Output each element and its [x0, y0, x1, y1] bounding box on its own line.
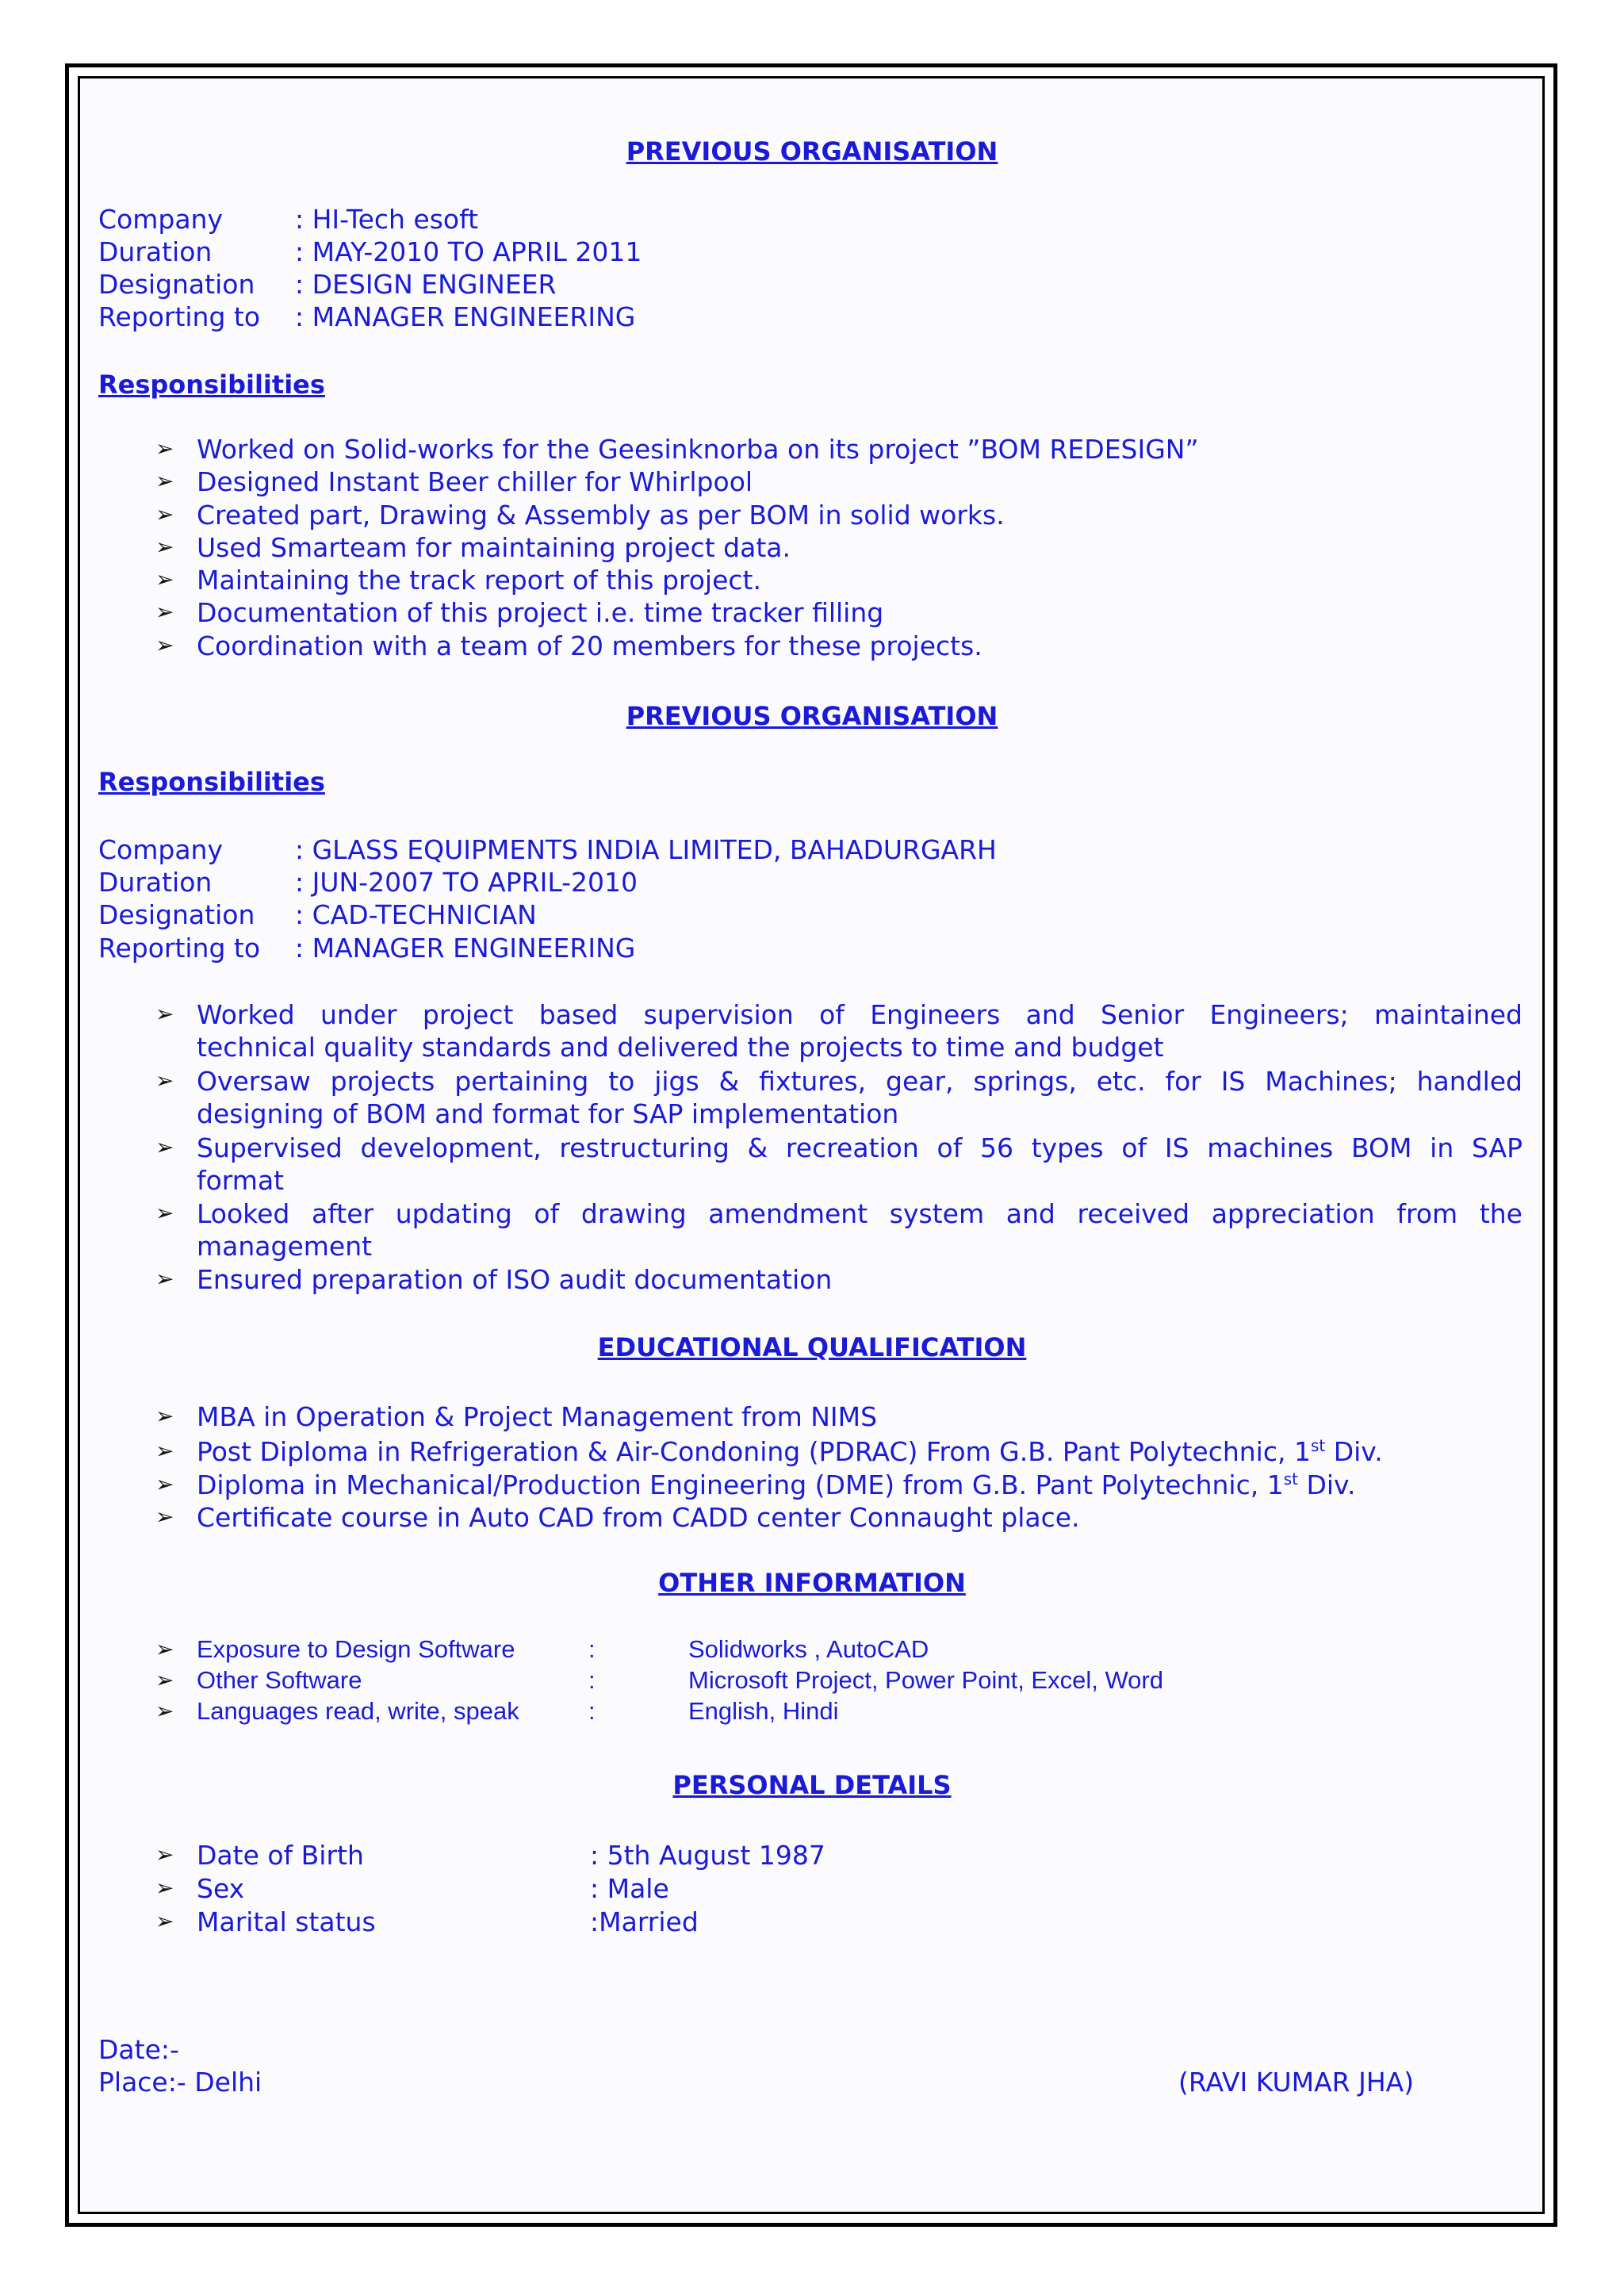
bullet-arrow-icon: ➢ [155, 632, 174, 658]
bullet-arrow-icon: ➢ [155, 1875, 174, 1901]
bullet-arrow-icon: ➢ [155, 1471, 174, 1497]
other-info-label: Exposure to Design Software [197, 1635, 515, 1663]
reporting-label: Reporting to [98, 301, 261, 332]
other-info-value: English, Hindi [688, 1697, 839, 1725]
other-info-value: Microsoft Project, Power Point, Excel, Word [688, 1666, 1163, 1694]
personal-label: Date of Birth [197, 1840, 364, 1871]
bullet-arrow-icon: ➢ [155, 501, 174, 527]
bullet-arrow-icon: ➢ [155, 534, 174, 560]
personal-value: : 5th August 1987 [590, 1840, 825, 1871]
other-info-label: Other Software [197, 1666, 362, 1694]
bullet-arrow-icon: ➢ [155, 435, 174, 462]
educational-qualification-heading: EDUCATIONAL QUALIFICATION [597, 1332, 1027, 1362]
reporting-label: Reporting to [98, 933, 261, 964]
bullet-arrow-icon: ➢ [155, 1908, 174, 1934]
responsibility-item: Maintaining the track report of this project. [197, 565, 761, 596]
bullet-arrow-icon: ➢ [155, 1001, 174, 1027]
responsibilities-heading: Responsibilities [98, 370, 325, 400]
bullet-arrow-icon: ➢ [155, 599, 174, 625]
personal-value: : Male [590, 1873, 669, 1904]
other-info-value: Solidworks , AutoCAD [688, 1635, 929, 1663]
duration-value: : JUN-2007 TO APRIL-2010 [295, 867, 638, 898]
duration-label: Duration [98, 236, 213, 267]
company-value: : HI-Tech esoft [295, 204, 479, 235]
designation-label: Designation [98, 269, 255, 300]
reporting-value: : MANAGER ENGINEERING [295, 301, 636, 332]
education-item: MBA in Operation & Project Management from NIMS [197, 1401, 878, 1432]
designation-value: : DESIGN ENGINEER [295, 269, 557, 300]
responsibility-item: Looked after updating of drawing amendment system and received appreciation from the [197, 1198, 1522, 1229]
responsibility-item-continuation: designing of BOM and format for SAP implementation [197, 1098, 899, 1129]
designation-value: : CAD-TECHNICIAN [295, 899, 537, 930]
responsibility-item: Designed Instant Beer chiller for Whirlpool [197, 466, 753, 497]
bullet-arrow-icon: ➢ [155, 1438, 174, 1464]
other-info-label: Languages read, write, speak [197, 1697, 519, 1725]
responsibilities-heading: Responsibilities [98, 767, 325, 797]
previous-organisation-heading: PREVIOUS ORGANISATION [626, 701, 998, 731]
responsibility-item: Worked under project based supervision of Engineers and Senior Engineers; maintained [197, 999, 1522, 1030]
personal-label: Marital status [197, 1906, 376, 1937]
responsibility-item-continuation: management [197, 1231, 373, 1262]
personal-label: Sex [197, 1873, 245, 1904]
bullet-arrow-icon: ➢ [155, 1636, 174, 1662]
responsibility-item: Documentation of this project i.e. time tracker filling [197, 597, 884, 628]
education-item: Certificate course in Auto CAD from CADD center Connaught place. [197, 1502, 1080, 1533]
bullet-arrow-icon: ➢ [155, 1200, 174, 1226]
bullet-arrow-icon: ➢ [155, 1841, 174, 1868]
other-info-separator: : [588, 1697, 596, 1725]
bullet-arrow-icon: ➢ [155, 1134, 174, 1160]
responsibility-item-continuation: format [197, 1165, 285, 1196]
bullet-arrow-icon: ➢ [155, 1504, 174, 1530]
responsibility-item: Coordination with a team of 20 members for these projects. [197, 630, 982, 661]
bullet-arrow-icon: ➢ [155, 1698, 174, 1724]
previous-organisation-heading: PREVIOUS ORGANISATION [626, 136, 998, 167]
education-item: Post Diploma in Refrigeration & Air-Condoning (PDRAC) From G.B. Pant Polytechnic, 1st Div. [197, 1436, 1383, 1467]
company-value: : GLASS EQUIPMENTS INDIA LIMITED, BAHADURGARH [295, 834, 997, 865]
date-line: Date:- [98, 2034, 179, 2065]
company-label: Company [98, 834, 223, 865]
responsibility-item-continuation: technical quality standards and delivered the projects to time and budget [197, 1032, 1164, 1063]
responsibility-item: Supervised development, restructuring & recreation of 56 types of IS machines BOM in SAP [197, 1132, 1522, 1163]
responsibility-item: Used Smarteam for maintaining project data. [197, 532, 791, 563]
bullet-arrow-icon: ➢ [155, 468, 174, 494]
bullet-arrow-icon: ➢ [155, 1667, 174, 1693]
company-label: Company [98, 204, 223, 235]
bullet-arrow-icon: ➢ [155, 1067, 174, 1094]
reporting-value: : MANAGER ENGINEERING [295, 933, 636, 964]
bullet-arrow-icon: ➢ [155, 1266, 174, 1292]
bullet-arrow-icon: ➢ [155, 566, 174, 592]
signature-name: (RAVI KUMAR JHA) [1178, 2067, 1415, 2098]
other-information-heading: OTHER INFORMATION [658, 1568, 966, 1598]
other-info-separator: : [588, 1635, 596, 1663]
personal-value: :Married [590, 1906, 699, 1937]
responsibility-item: Oversaw projects pertaining to jigs & fixtures, gear, springs, etc. for IS Machines; handled [197, 1066, 1522, 1097]
duration-value: : MAY-2010 TO APRIL 2011 [295, 236, 642, 267]
responsibility-item: Ensured preparation of ISO audit documentation [197, 1264, 833, 1295]
place-line: Place:- Delhi [98, 2067, 262, 2098]
responsibility-item: Worked on Solid-works for the Geesinknorba on its project ”BOM REDESIGN” [197, 434, 1199, 465]
education-item: Diploma in Mechanical/Production Engineering (DME) from G.B. Pant Polytechnic, 1st Div. [197, 1469, 1356, 1500]
other-info-separator: : [588, 1666, 596, 1694]
personal-details-heading: PERSONAL DETAILS [672, 1770, 952, 1800]
duration-label: Duration [98, 867, 213, 898]
designation-label: Designation [98, 899, 255, 930]
bullet-arrow-icon: ➢ [155, 1403, 174, 1429]
responsibility-item: Created part, Drawing & Assembly as per BOM in solid works. [197, 500, 1005, 531]
